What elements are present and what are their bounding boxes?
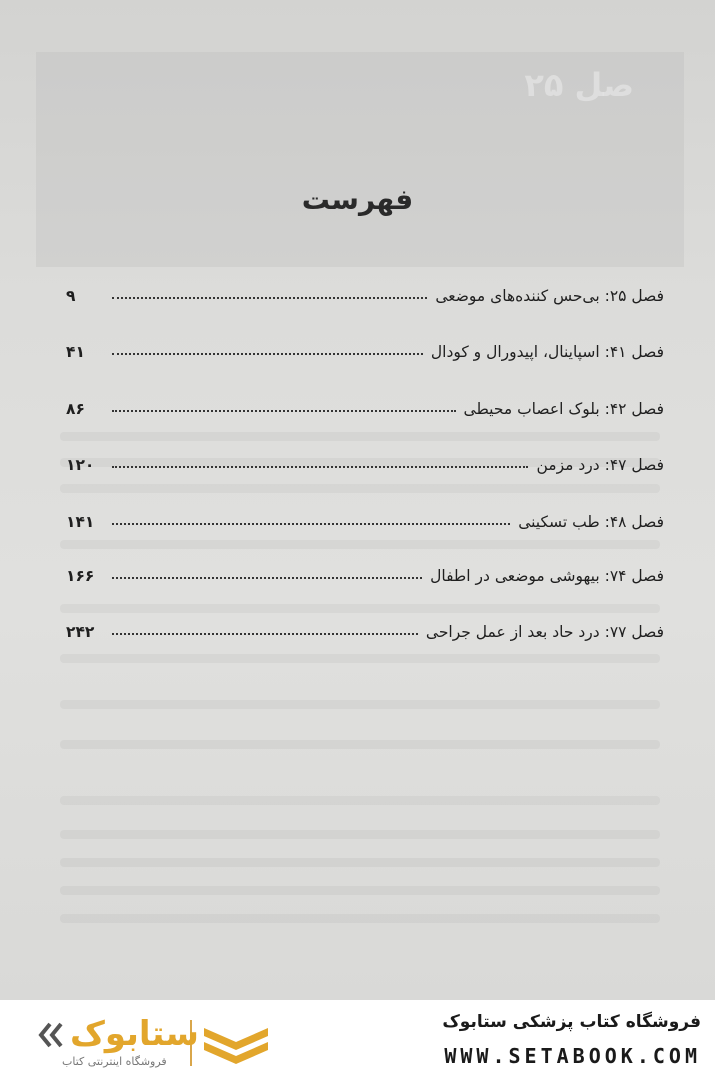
store-name: فروشگاه کتاب پزشکی ستابوک (442, 1012, 701, 1032)
bleed-through-line (60, 886, 660, 895)
bleed-through-line (60, 796, 660, 805)
toc-entry-page: ۴۱ (66, 343, 85, 361)
toc-leader-dots (112, 576, 422, 579)
toc-leader-dots (112, 522, 510, 525)
toc-entry (66, 613, 664, 641)
bleed-through-line (60, 740, 660, 749)
toc-entry (66, 446, 664, 474)
bleed-through-line (60, 830, 660, 839)
bleed-through-line (60, 432, 660, 441)
toc-entry-label: فصل ۲۵: بی‌حس کننده‌های موضعی (435, 287, 664, 305)
book-stack-logo-icon (200, 1022, 272, 1068)
logo-tagline: فروشگاه اینترنتی کتاب (62, 1055, 167, 1068)
bleed-through-line (60, 604, 660, 613)
toc-entry-page: ۹ (66, 287, 76, 305)
toc-leader-dots (112, 296, 427, 299)
double-chevron-left-icon (38, 1020, 64, 1050)
toc-entry-label: فصل ۴۷: درد مزمن (536, 456, 664, 474)
toc-entry (66, 557, 664, 585)
toc-entry-page: ۲۴۲ (66, 623, 95, 641)
ghost-header-text: صل ۲۵ (524, 66, 634, 104)
toc-entry (66, 277, 664, 305)
toc-leader-dots (112, 465, 528, 468)
toc-entry (66, 503, 664, 531)
bleed-through-line (60, 654, 660, 663)
bleed-through-line (60, 540, 660, 549)
toc-entry-label: فصل ۴۲: بلوک اعصاب محیطی (463, 400, 664, 418)
ghost-chapter-header (36, 52, 684, 267)
toc-entry-page: ۱۶۶ (66, 567, 95, 585)
toc-entry-page: ۱۲۰ (66, 456, 95, 474)
toc-leader-dots (112, 352, 423, 355)
toc-entry (66, 333, 664, 361)
toc-entry-page: ۸۶ (66, 400, 85, 418)
logo-wordmark: ستابوک (70, 1014, 199, 1054)
toc-entry (66, 390, 664, 418)
toc-entry-label: فصل ۷۴: بیهوشی موضعی در اطفال (430, 567, 664, 585)
bleed-through-line (60, 484, 660, 493)
page-title: فهرست (301, 183, 414, 216)
toc-entry-page: ۱۴۱ (66, 513, 95, 531)
store-url[interactable]: WWW.SETABOOK.COM (444, 1044, 701, 1068)
toc-entry-label: فصل ۴۸: طب تسکینی (518, 513, 664, 531)
toc-leader-dots (112, 632, 418, 635)
bleed-through-line (60, 914, 660, 923)
bleed-through-line (60, 858, 660, 867)
bleed-through-line (60, 700, 660, 709)
toc-leader-dots (112, 409, 456, 412)
store-footer-banner (0, 1000, 715, 1080)
toc-entry-label: فصل ۴۱: اسپاینال، اپیدورال و کودال (430, 343, 664, 361)
toc-entry-label: فصل ۷۷: درد حاد بعد از عمل جراحی (425, 623, 664, 641)
